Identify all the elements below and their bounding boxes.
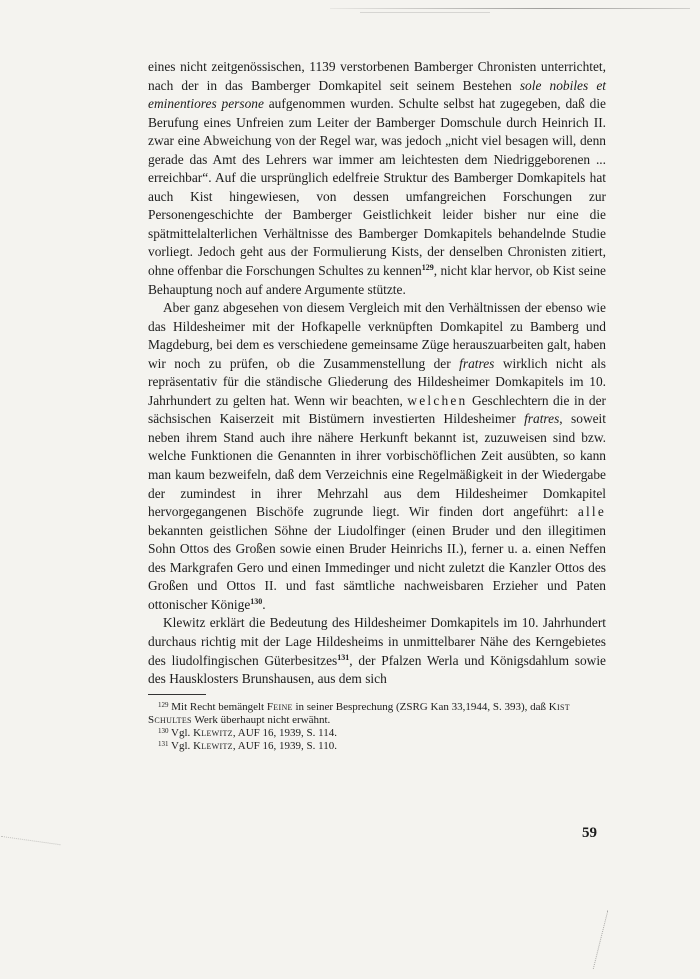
paragraph bbox=[148, 299, 606, 614]
text-run: Klewitz erklärt die Bedeutung des Hildesheimer Domkapitels im 10. Jahrhundert durchaus richtig mit der Lage Hildesheims in unmittelbarer Nähe des Kerngebietes des liudolfingischen Güterbesitzes bbox=[148, 615, 606, 668]
text-run: Geschlechtern die in der sächsischen Kaiserzeit mit Bistümern investierten Hildesheimer bbox=[148, 392, 606, 427]
footnote-marker: 129 bbox=[421, 263, 434, 273]
paragraph bbox=[148, 58, 606, 299]
author-name: Klewitz bbox=[193, 727, 233, 740]
footnote-marker: 131 bbox=[337, 652, 350, 662]
text-run: in seiner Besprechung (ZSRG Kan 33,1944, S. 393), daß bbox=[292, 700, 549, 713]
footnote-marker: 130 bbox=[158, 727, 169, 736]
text-run: aufgenommen wurden. Schulte selbst hat zugegeben, daß die Berufung eines Unfreien zum Leiter der Bamberger Domschule durch Heinrich II. zwar eine Abweichung von der Regel war, was jedoch „nicht viel besagen will, denn gerade das Amt des Lehrers war immer am leichtesten dem Niedriggeborenen ... erreichbar“. Auf die ursprünglich edelfreie Struktur des Bamberger Domkapitels hat auch Kist hingewiesen, von dessen umfangreichen Forschungen zur Personengeschichte der Bamberger Geistlichkeit leider bisher nur eine die spätmittelalterlichen Verhältnisse des Bamberger Domkapitels behandelnde Studie vorliegt. Jedoch geht aus der Formulierung Kists, der denselben Chronisten zitiert, ohne offenbar die Forschungen Schultes zu kennen bbox=[148, 96, 606, 279]
scan-artifact-right bbox=[593, 911, 610, 970]
footnote-marker: 130 bbox=[250, 596, 263, 606]
text-run: Mit Recht bemängelt bbox=[168, 700, 267, 713]
text-run: , AUF 16, 1939, S. 114. bbox=[232, 727, 337, 740]
text-run: Vgl. bbox=[168, 727, 194, 740]
italic-text: fratres bbox=[459, 355, 495, 371]
scan-edge-line-faint bbox=[360, 12, 490, 13]
text-run: . bbox=[262, 596, 266, 612]
text-run: Aber ganz abgesehen von diesem Vergleich mit den Verhältnissen der ebenso wie das Hildesheimer mit der Hofkapelle verknüpften Domkapitel zu Bamberg und Magdeburg, bei dem es verschiedene gemeinsame Züge herauszuarbeiten galt, haben wir noch zu prüfen, ob die Zusammenstellung der bbox=[148, 300, 606, 371]
text-run: Werk überhaupt nicht erwähnt. bbox=[191, 713, 331, 726]
text-run: eines nicht zeitgenössischen, 1139 verstorbenen Bamberger Chronisten unterrichtet, nach der in das Bamberger Domkapitel seit seinem Bestehen bbox=[148, 59, 606, 93]
italic-text: sole nobiles et eminentiores persone bbox=[148, 77, 606, 112]
footnotes bbox=[148, 701, 606, 754]
main-text bbox=[148, 58, 606, 689]
scan-edge-line bbox=[330, 8, 690, 9]
emphasized-text: alle bbox=[577, 504, 606, 520]
footnote bbox=[148, 701, 606, 728]
text-run: wirklich nicht als repräsentativ für die ständische Gliederung des Hildesheimer Domkapitels im 10. Jahrhundert zu gelten hat. Wenn wir beachten, bbox=[148, 355, 606, 408]
author-name: Feine bbox=[266, 700, 293, 713]
text-run: bekannten geistlichen Söhne der Liudolfinger (einen Bruder und den illegitimen Sohn Ottos des Großen sowie einen Bruder Heinrichs II.), ferner u. a. einen Neffen des Markgrafen Gero und einen Immedinger und nicht zuletzt die Kanzler Ottos des Großen und Ottos II. und fast sämtliche nachweisbaren Erzieher und Paten ottonischer Könige bbox=[148, 522, 606, 612]
footnote-separator bbox=[148, 694, 206, 695]
text-run: Vgl. bbox=[168, 740, 194, 753]
book-page bbox=[148, 58, 606, 754]
footnote-marker: 129 bbox=[158, 700, 169, 709]
text-run: , nicht klar hervor, ob Kist seine Behauptung noch auf andere Argumente stützte. bbox=[148, 263, 606, 297]
text-run: , AUF 16, 1939, S. 110. bbox=[232, 740, 337, 753]
italic-text: fratres bbox=[524, 411, 560, 427]
footnote-marker: 131 bbox=[158, 740, 169, 749]
author-name: Klewitz bbox=[193, 740, 233, 753]
footnote bbox=[148, 727, 606, 740]
page-number: 59 bbox=[582, 825, 597, 841]
paragraph bbox=[148, 614, 606, 688]
footnote bbox=[148, 740, 606, 753]
text-run: , der Pfalzen Werla und Königsdahlum sowie des Hausklosters Brunshausen, aus dem sich bbox=[148, 652, 606, 687]
text-run: , soweit neben ihrem Stand auch ihre nähere Herkunft bekannt ist, zuzuweisen sind bzw. welche Funktionen die Genannten in ihrer vorbischöflichen Zeit ausübten, so kann man kaum bezweifeln, daß dem Verzeichnis eine Regelmäßigkeit in der Wiedergabe der zumindest in ihrer Mehrzahl aus dem Hildesheimer Domkapitel hervorgegangenen Bischöfe zugrunde liegt. Wir finden dort angeführt: bbox=[148, 411, 606, 520]
author-name: Kist Schultes bbox=[148, 700, 570, 726]
scan-artifact-left bbox=[0, 836, 60, 855]
emphasized-text: welchen bbox=[407, 392, 468, 408]
